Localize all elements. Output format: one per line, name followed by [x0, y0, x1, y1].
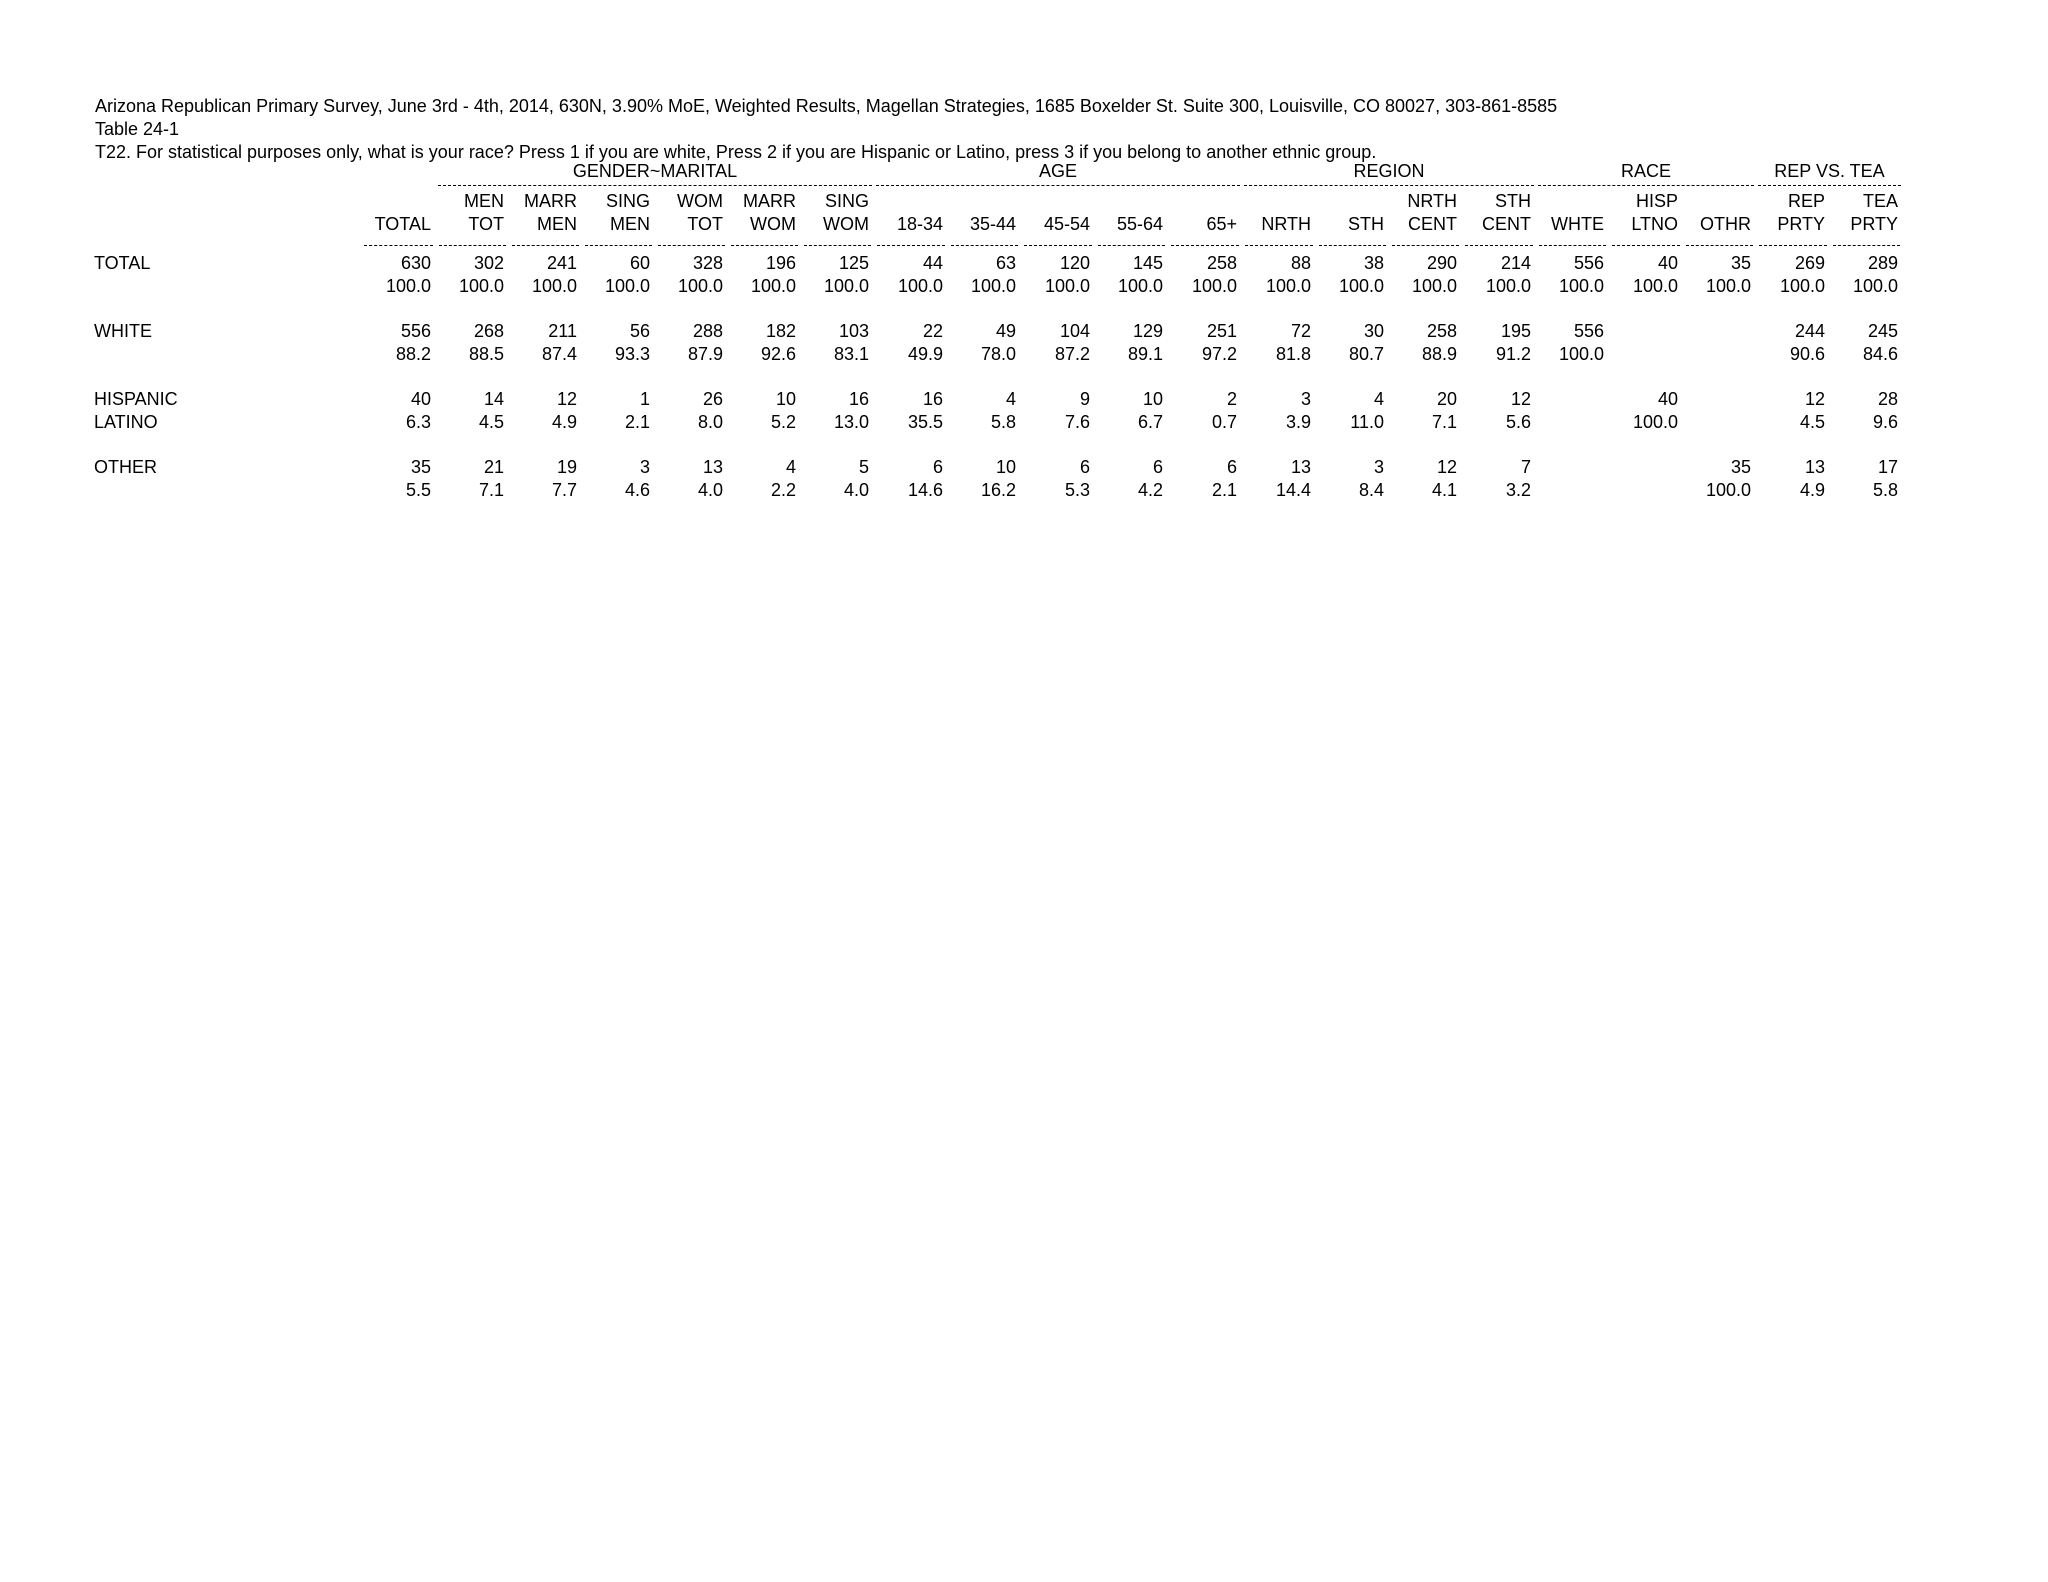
percent-cell: 6.7	[1137, 412, 1163, 432]
column-rule	[1021, 236, 1095, 246]
column-header-line2: WOM	[750, 214, 796, 234]
percent-cell: 100.0	[1558, 276, 1604, 296]
percent-cell: 88.5	[468, 344, 504, 364]
column-header-line1: NRTH	[1407, 191, 1457, 211]
column-header-row-2	[88, 213, 1903, 236]
column-header-line2: NRTH	[1261, 214, 1311, 234]
column-header-line2: 45-54	[1043, 214, 1090, 234]
percent-cell: 16.2	[980, 480, 1016, 500]
percent-cell: 4.6	[624, 480, 650, 500]
group-header	[1242, 160, 1536, 190]
percent-cell: 100.0	[1485, 276, 1531, 296]
percent-cell: 100.0	[1779, 276, 1825, 296]
column-header-line2: WHTE	[1551, 214, 1604, 234]
percent-cell: 91.2	[1495, 344, 1531, 364]
column-header-line2: MEN	[610, 214, 650, 234]
count-cell: 1	[639, 389, 650, 409]
count-cell: 49	[995, 321, 1016, 341]
column-rule	[1316, 236, 1389, 246]
percent-cell: 100.0	[1265, 276, 1311, 296]
column-header-line1	[1316, 190, 1389, 213]
question-text: T22. For statistical purposes only, what is your race? Press 1 if you are white, Press 2 if you are Hispanic or Latino, press 3 if you belong to another ethnic group.	[95, 142, 1377, 162]
percent-cell: 100.0	[385, 276, 431, 296]
percent-cell: 14.4	[1275, 480, 1311, 500]
count-cell: 328	[692, 253, 723, 273]
count-cell	[1609, 320, 1683, 343]
count-cell: 7	[1520, 457, 1531, 477]
column-rule	[1095, 236, 1168, 246]
percent-cell	[1536, 411, 1609, 434]
column-rule	[1389, 236, 1462, 246]
count-cell: 16	[848, 389, 869, 409]
table-row-percent	[88, 343, 1903, 366]
column-header-line2: TOT	[468, 214, 504, 234]
count-cell: 10	[995, 457, 1016, 477]
count-cell	[1683, 388, 1756, 411]
percent-cell: 92.6	[760, 344, 796, 364]
percent-cell: 78.0	[980, 344, 1016, 364]
column-header-line2: TOTAL	[374, 214, 431, 234]
percent-cell: 100.0	[1558, 344, 1604, 364]
count-cell: 35	[1730, 253, 1751, 273]
column-header-row-1	[88, 190, 1903, 213]
count-cell: 5	[858, 457, 869, 477]
count-cell: 16	[922, 389, 943, 409]
column-header-line2: PRTY	[1777, 214, 1825, 234]
count-cell: 12	[1804, 389, 1825, 409]
percent-cell: 84.6	[1862, 344, 1898, 364]
percent-cell: 3.2	[1505, 480, 1531, 500]
column-header-line1: WOM	[677, 191, 723, 211]
percent-cell: 100.0	[1632, 276, 1678, 296]
group-rule	[1244, 183, 1534, 186]
percent-cell: 5.8	[1872, 480, 1898, 500]
table-row-count	[88, 252, 1903, 275]
percent-cell	[1536, 479, 1609, 502]
percent-cell: 100.0	[1338, 276, 1384, 296]
percent-cell: 2.1	[624, 412, 650, 432]
count-cell: 40	[1657, 389, 1678, 409]
column-header-line1: TEA	[1862, 191, 1898, 211]
row-spacer	[88, 366, 1903, 388]
count-cell: 269	[1794, 253, 1825, 273]
group-label: REP VS. TEA	[1774, 161, 1885, 181]
percent-cell: 81.8	[1275, 344, 1311, 364]
count-cell	[1683, 320, 1756, 343]
count-cell: 241	[546, 253, 577, 273]
column-header-line1	[948, 190, 1021, 213]
count-cell: 9	[1079, 389, 1090, 409]
percent-cell: 4.0	[843, 480, 869, 500]
group-header	[436, 160, 874, 190]
percent-cell: 100.0	[1411, 276, 1457, 296]
group-rule	[876, 183, 1240, 186]
percent-cell: 100.0	[1191, 276, 1237, 296]
count-cell: 40	[1657, 253, 1678, 273]
count-cell: 4	[785, 457, 796, 477]
count-cell: 195	[1500, 321, 1531, 341]
count-cell: 30	[1363, 321, 1384, 341]
table-row-percent	[88, 479, 1903, 502]
column-rule	[1609, 236, 1683, 246]
count-cell: 20	[1436, 389, 1457, 409]
percent-cell: 2.1	[1211, 480, 1237, 500]
percent-cell: 100.0	[458, 276, 504, 296]
group-label: AGE	[1038, 161, 1077, 181]
row-label-continued	[88, 343, 361, 366]
group-rule	[438, 183, 872, 186]
column-header-rules	[88, 236, 1903, 246]
column-header-line1	[1536, 190, 1609, 213]
percent-cell: 3.9	[1285, 412, 1311, 432]
column-header-line2: CENT	[1408, 214, 1457, 234]
column-header-line1: STH	[1495, 191, 1531, 211]
count-cell: 14	[483, 389, 504, 409]
count-cell: 3	[639, 457, 650, 477]
count-cell: 268	[473, 321, 504, 341]
count-cell: 182	[765, 321, 796, 341]
row-label: WHITE	[94, 321, 152, 341]
column-rule	[436, 236, 509, 246]
percent-cell	[1609, 479, 1683, 502]
percent-cell: 9.6	[1872, 412, 1898, 432]
column-header-line1	[1095, 190, 1168, 213]
count-cell: 26	[702, 389, 723, 409]
percent-cell	[1683, 343, 1756, 366]
column-header-line1	[1168, 190, 1242, 213]
percent-cell: 100.0	[1044, 276, 1090, 296]
percent-cell: 8.4	[1358, 480, 1384, 500]
count-cell: 10	[1142, 389, 1163, 409]
count-cell: 4	[1005, 389, 1016, 409]
count-cell: 56	[629, 321, 650, 341]
count-cell: 44	[922, 253, 943, 273]
row-label: HISPANIC	[94, 389, 178, 409]
table-row-percent	[88, 411, 1903, 434]
column-header-line2: 35-44	[969, 214, 1016, 234]
column-rule	[728, 236, 801, 246]
column-rule	[1168, 236, 1242, 246]
percent-cell	[1683, 411, 1756, 434]
column-rule	[1830, 236, 1903, 246]
group-label: RACE	[1620, 161, 1671, 181]
count-cell: 556	[1573, 253, 1604, 273]
count-cell: 258	[1426, 321, 1457, 341]
count-cell: 145	[1132, 253, 1163, 273]
column-header-line2: 65+	[1206, 214, 1237, 234]
percent-cell: 83.1	[833, 344, 869, 364]
column-header-line1	[874, 190, 948, 213]
percent-cell: 100.0	[1632, 412, 1678, 432]
column-rule	[1536, 236, 1609, 246]
count-cell: 129	[1132, 321, 1163, 341]
column-header-line1	[1683, 190, 1756, 213]
count-cell: 288	[692, 321, 723, 341]
percent-cell: 4.9	[1799, 480, 1825, 500]
percent-cell: 87.2	[1054, 344, 1090, 364]
percent-cell: 88.2	[395, 344, 431, 364]
column-header-line1	[1021, 190, 1095, 213]
count-cell: 12	[1510, 389, 1531, 409]
percent-cell: 100.0	[897, 276, 943, 296]
count-cell: 251	[1206, 321, 1237, 341]
count-cell: 35	[1730, 457, 1751, 477]
count-cell: 21	[483, 457, 504, 477]
percent-cell: 100.0	[1705, 480, 1751, 500]
row-label-continued	[88, 275, 361, 298]
row-spacer	[88, 298, 1903, 320]
count-cell: 38	[1363, 253, 1384, 273]
row-label: OTHER	[94, 457, 157, 477]
percent-cell: 5.8	[990, 412, 1016, 432]
group-label: REGION	[1353, 161, 1425, 181]
column-rule	[1683, 236, 1756, 246]
percent-cell: 100.0	[604, 276, 650, 296]
count-cell: 12	[1436, 457, 1457, 477]
column-rule	[1756, 236, 1830, 246]
percent-cell: 80.7	[1348, 344, 1384, 364]
column-rule	[874, 236, 948, 246]
column-header-line1: MARR	[743, 191, 796, 211]
column-rule	[1242, 236, 1316, 246]
percent-cell: 4.1	[1431, 480, 1457, 500]
column-header-line2: LTNO	[1631, 214, 1678, 234]
count-cell: 63	[995, 253, 1016, 273]
percent-cell: 5.5	[405, 480, 431, 500]
table-row-count	[88, 456, 1903, 479]
percent-cell: 13.0	[833, 412, 869, 432]
column-rule	[509, 236, 582, 246]
column-header-line1: SING	[605, 191, 650, 211]
count-cell: 28	[1877, 389, 1898, 409]
column-header-line1	[1242, 190, 1316, 213]
percent-cell: 5.6	[1505, 412, 1531, 432]
count-cell: 13	[702, 457, 723, 477]
percent-cell: 97.2	[1201, 344, 1237, 364]
count-cell: 3	[1373, 457, 1384, 477]
column-header-line1: MARR	[524, 191, 577, 211]
count-cell: 289	[1867, 253, 1898, 273]
count-cell: 556	[1573, 321, 1604, 341]
count-cell: 290	[1426, 253, 1457, 273]
column-rule	[361, 236, 436, 246]
percent-cell: 14.6	[907, 480, 943, 500]
percent-cell: 100.0	[677, 276, 723, 296]
column-header-line2: 18-34	[896, 214, 943, 234]
column-header-line2: 55-64	[1116, 214, 1163, 234]
percent-cell: 90.6	[1789, 344, 1825, 364]
column-header-line2: STH	[1348, 214, 1384, 234]
column-rule	[582, 236, 655, 246]
count-cell: 104	[1059, 321, 1090, 341]
row-spacer	[88, 434, 1903, 456]
percent-cell: 100.0	[750, 276, 796, 296]
count-cell: 19	[556, 457, 577, 477]
percent-cell: 35.5	[907, 412, 943, 432]
count-cell: 211	[548, 321, 577, 341]
count-cell: 120	[1059, 253, 1090, 273]
count-cell: 60	[629, 253, 650, 273]
count-cell: 13	[1290, 457, 1311, 477]
count-cell: 6	[1226, 457, 1237, 477]
count-cell: 196	[765, 253, 796, 273]
column-header-line1: SING	[824, 191, 869, 211]
count-cell: 125	[838, 253, 869, 273]
percent-cell: 100.0	[531, 276, 577, 296]
percent-cell: 100.0	[1117, 276, 1163, 296]
column-header-line2: OTHR	[1700, 214, 1751, 234]
percent-cell: 100.0	[1852, 276, 1898, 296]
percent-cell: 89.1	[1127, 344, 1163, 364]
percent-cell: 93.3	[614, 344, 650, 364]
percent-cell	[1609, 343, 1683, 366]
group-header	[1756, 160, 1903, 190]
percent-cell: 87.9	[687, 344, 723, 364]
column-header-line1: MEN	[464, 191, 504, 211]
count-cell	[1536, 456, 1609, 479]
row-label: TOTAL	[94, 253, 151, 273]
count-cell: 103	[838, 321, 869, 341]
count-cell: 3	[1300, 389, 1311, 409]
column-header-line1: HISP	[1635, 191, 1678, 211]
count-cell: 630	[400, 253, 431, 273]
group-header	[874, 160, 1242, 190]
percent-cell: 4.0	[697, 480, 723, 500]
count-cell	[1536, 388, 1609, 411]
percent-cell: 4.5	[478, 412, 504, 432]
percent-cell: 5.3	[1064, 480, 1090, 500]
count-cell: 72	[1290, 321, 1311, 341]
count-cell: 6	[1152, 457, 1163, 477]
count-cell: 40	[410, 389, 431, 409]
row-label-continued: LATINO	[94, 412, 158, 432]
percent-cell: 4.2	[1137, 480, 1163, 500]
count-cell: 88	[1290, 253, 1311, 273]
percent-cell: 2.2	[770, 480, 796, 500]
count-cell: 258	[1206, 253, 1237, 273]
count-cell: 214	[1500, 253, 1531, 273]
table-row-count	[88, 320, 1903, 343]
percent-cell: 88.9	[1421, 344, 1457, 364]
count-cell: 4	[1373, 389, 1384, 409]
count-cell: 10	[775, 389, 796, 409]
survey-title: Arizona Republican Primary Survey, June 3rd - 4th, 2014, 630N, 3.90% MoE, Weighted Results, Magellan Strategies, 1685 Boxelder St. Suite 300, Louisville, CO 80027, 303-861-8585	[95, 96, 1558, 116]
count-cell: 13	[1804, 457, 1825, 477]
group-label: GENDER~MARITAL	[572, 161, 738, 181]
count-cell: 35	[410, 457, 431, 477]
column-header-line1: REP	[1787, 191, 1825, 211]
percent-cell: 7.1	[1431, 412, 1457, 432]
table-id: Table 24-1	[95, 119, 180, 139]
percent-cell: 4.9	[551, 412, 577, 432]
percent-cell: 49.9	[907, 344, 943, 364]
column-rule	[948, 236, 1021, 246]
count-cell: 302	[473, 253, 504, 273]
count-cell	[1609, 456, 1683, 479]
row-label-continued	[88, 479, 361, 502]
column-header-line2: PRTY	[1850, 214, 1898, 234]
percent-cell: 5.2	[770, 412, 796, 432]
group-header	[1536, 160, 1756, 190]
count-cell: 22	[922, 321, 943, 341]
count-cell: 556	[400, 321, 431, 341]
percent-cell: 11.0	[1350, 412, 1384, 432]
group-header-row	[88, 160, 1903, 190]
column-header-line2: MEN	[537, 214, 577, 234]
percent-cell: 4.5	[1799, 412, 1825, 432]
percent-cell: 7.1	[478, 480, 504, 500]
crosstab-table	[88, 160, 1903, 502]
group-rule	[1538, 183, 1754, 186]
count-cell: 12	[556, 389, 577, 409]
count-cell: 6	[932, 457, 943, 477]
percent-cell: 6.3	[405, 412, 431, 432]
percent-cell: 100.0	[823, 276, 869, 296]
column-header-line2: WOM	[823, 214, 869, 234]
column-header-line1	[361, 190, 436, 213]
count-cell: 6	[1079, 457, 1090, 477]
table-row-count	[88, 388, 1903, 411]
percent-cell: 100.0	[970, 276, 1016, 296]
column-rule	[655, 236, 728, 246]
count-cell: 17	[1877, 457, 1898, 477]
percent-cell: 100.0	[1705, 276, 1751, 296]
column-rule	[1462, 236, 1536, 246]
percent-cell: 7.6	[1064, 412, 1090, 432]
table-row-percent	[88, 275, 1903, 298]
percent-cell: 87.4	[541, 344, 577, 364]
column-header-line2: TOT	[687, 214, 723, 234]
percent-cell: 0.7	[1211, 412, 1237, 432]
count-cell: 245	[1867, 321, 1898, 341]
column-rule	[801, 236, 874, 246]
count-cell: 244	[1794, 321, 1825, 341]
group-rule	[1758, 183, 1901, 186]
percent-cell: 7.7	[551, 480, 577, 500]
percent-cell: 8.0	[697, 412, 723, 432]
count-cell: 2	[1226, 389, 1237, 409]
column-header-line2: CENT	[1482, 214, 1531, 234]
